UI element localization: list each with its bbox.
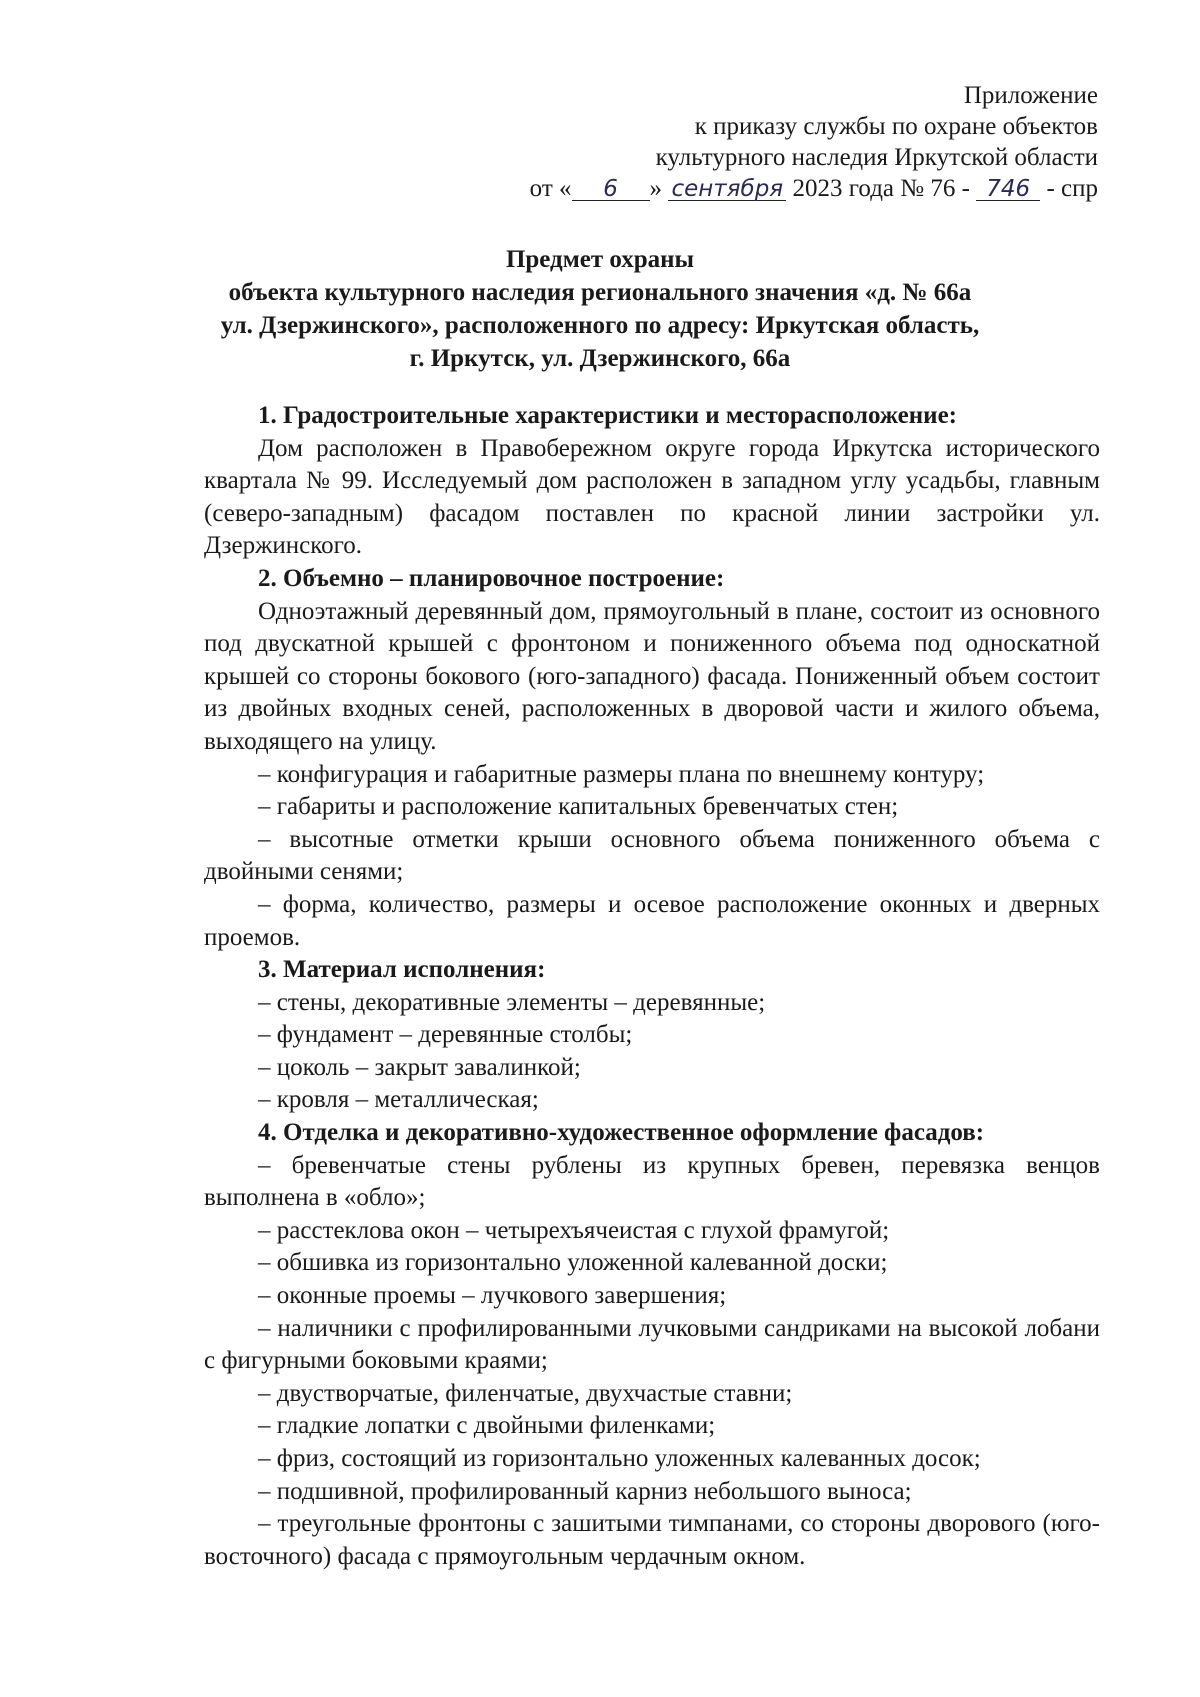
section-2-item: – высотные отметки крыши основного объема пониженного объема с двойными сенями; (204, 825, 1100, 886)
section-2-heading: 2. Объемно – планировочное построение: (258, 564, 725, 592)
title-line-4: г. Иркутск, ул. Дзержинского, 66а (409, 345, 791, 372)
section-4-item: – двустворчатые, филенчатые, двухчастые ставни; (258, 1379, 793, 1407)
section-3-heading: 3. Материал исполнения: (258, 956, 546, 984)
section-2-item: – конфигурация и габаритные размеры плана по внешнему контуру; (258, 760, 985, 788)
document-body (204, 400, 1100, 1573)
section-2-item: – габариты и расположение капитальных бревенчатых стен; (258, 793, 899, 821)
section-3-item: – кровля – металлическая; (258, 1086, 539, 1114)
order-suffix: - спр (1046, 175, 1098, 202)
section-4-item: – подшивной, профилированный карниз небольшого выноса; (258, 1477, 912, 1505)
order-reference-line-1: к приказу службы по охране объектов (694, 113, 1098, 140)
order-date-line (530, 173, 1098, 204)
section-3-item: – цоколь – закрыт завалинкой; (258, 1053, 581, 1081)
section-3-item: – фундамент – деревянные столбы; (258, 1021, 633, 1049)
section-1-text: Дом расположен в Правобережном округе города Иркутска исторического квартала № 99. Исследуемый дом расположен в западном углу усадьбы, главным (северо-западным) фасадом поставлен по красной линии застройки ул. Дзержинского. (204, 434, 1100, 560)
handwritten-month: сентября (668, 178, 786, 201)
handwritten-order-number: 746 (976, 178, 1040, 201)
title-line-1: Предмет охраны (505, 246, 695, 273)
appendix-header (530, 80, 1098, 204)
section-4-heading: 4. Отделка и декоративно-художественное оформление фасадов: (258, 1119, 985, 1147)
section-4-item: – оконные проемы – лучкового завершения; (258, 1282, 727, 1310)
appendix-label: Приложение (963, 82, 1098, 109)
section-4-item: – гладкие лопатки с двойными филенками; (258, 1412, 716, 1440)
month-separator: » (649, 175, 663, 202)
section-4-item: – расстеклова окон – четырехъячеистая с глухой фрамугой; (258, 1216, 890, 1244)
section-2-item: – форма, количество, размеры и осевое расположение оконных и дверных проемов. (204, 890, 1100, 951)
order-reference-line-2: культурного наследия Иркутской области (655, 144, 1098, 171)
section-4-item: – обшивка из горизонтально уложенной калеванной доски; (258, 1249, 888, 1277)
document-title (150, 243, 1050, 375)
section-3-item: – стены, декоративные элементы – деревянные; (258, 988, 766, 1016)
section-2-text: Одноэтажный деревянный дом, прямоугольный в плане, состоит из основного под двускатной крышей с фронтоном и пониженного объема под односкатной крышей со стороны бокового (юго-западного) фасада. Пониженный объем состоит из двойных входных сеней, расположенных в дворовой части и жилого объема, выходящего на улицу. (204, 597, 1100, 755)
section-4-item: – треугольные фронтоны с зашитыми тимпанами, со стороны дворового (юго-восточного) фасада с прямоугольным чердачным окном. (204, 1510, 1100, 1570)
section-4-item: – бревенчатые стены рублены из крупных бревен, перевязка венцов выполнена в «обло»; (204, 1151, 1100, 1212)
title-line-2: объекта культурного наследия регионального значения «д. № 66а (228, 279, 972, 306)
title-line-3: ул. Дзержинского», расположенного по адресу: Иркутская область, (220, 312, 980, 339)
date-prefix: от « (529, 175, 572, 202)
handwritten-day: 6 (572, 178, 650, 201)
section-1-heading: 1. Градостроительные характеристики и месторасположение: (258, 402, 957, 429)
section-4-item: – наличники с профилированными лучковыми сандриками на высокой лобани с фигурными боковыми краями; (204, 1314, 1100, 1375)
section-4-item: – фриз, состоящий из горизонтально уложенных калеванных досок; (258, 1445, 981, 1472)
year-and-number: 2023 года № 76 - (792, 175, 970, 202)
